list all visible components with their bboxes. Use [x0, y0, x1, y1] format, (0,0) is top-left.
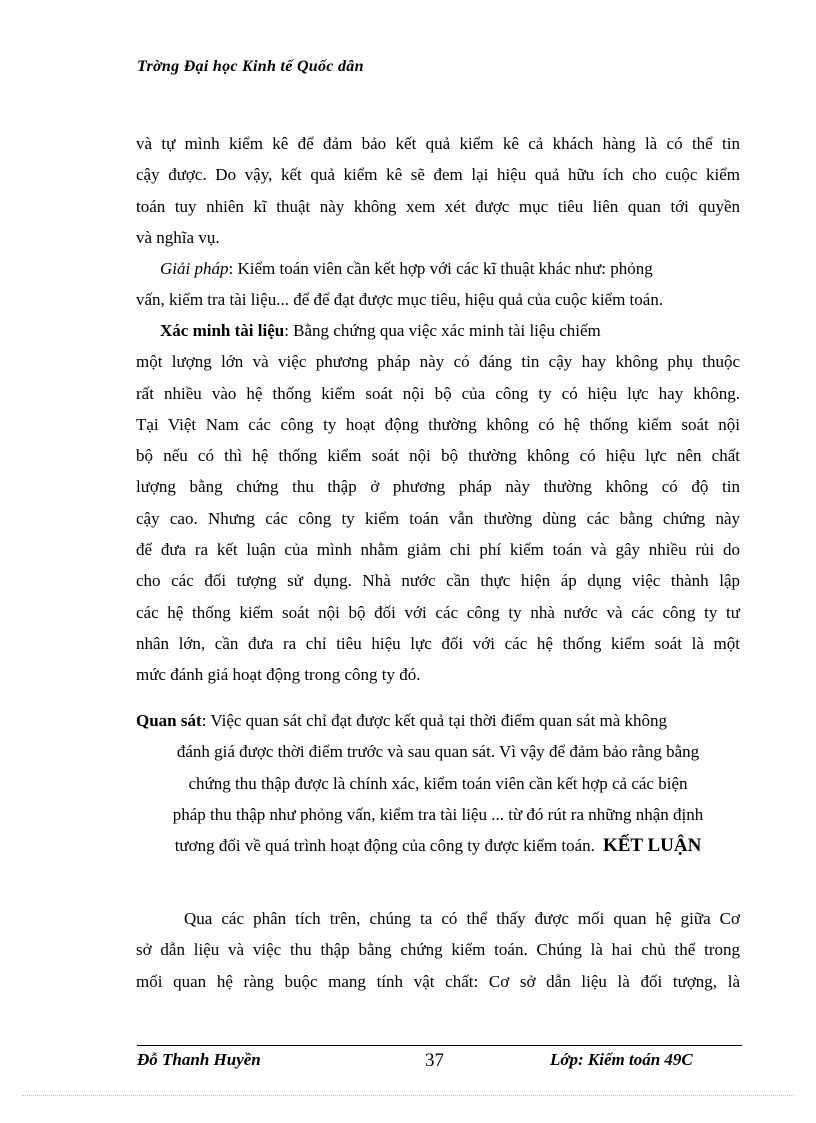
page-number: 37 [425, 1050, 444, 1071]
paragraph-inventory [136, 128, 740, 253]
text-line: vấn, kiểm tra tài liệu... để để đạt được mục tiêu, hiệu quả của cuộc kiểm toán. [136, 290, 664, 310]
verification-text: : Bằng chứng qua việc xác minh tài liệu chiếm [284, 321, 601, 340]
paragraph-observation [136, 705, 740, 861]
text-line: cho các đối tượng sử dụng. Nhà nước cần thực hiện áp dụng việc thành lập [136, 571, 740, 591]
page-boundary [22, 1095, 794, 1096]
paragraph-document-verification [136, 315, 740, 691]
text-line: và nghĩa vụ. [136, 227, 220, 247]
footer-author: Đỗ Thanh Huyền [137, 1050, 261, 1069]
text-line: và tự mình kiểm kê để đảm bảo kết quả kiểm kê cả khách hàng là có thể tin [136, 134, 740, 153]
header-title: Trờng Đại học Kinh tế Quốc dân [137, 58, 364, 75]
text-line: chứng thu thập được là chính xác, kiểm toán viên cần kết hợp cả các biện [188, 773, 688, 793]
observation-heading: Quan sát [136, 711, 202, 730]
paragraph-solution [136, 253, 740, 316]
solution-text: : Kiểm toán viên cần kết hợp với các kĩ thuật khác như: phỏng [228, 259, 653, 278]
text-line [136, 315, 740, 346]
text-line: Tại Việt Nam các công ty hoạt động thường không có hệ thống kiểm soát nội [136, 414, 740, 434]
text-line [136, 705, 740, 736]
text-line: sở dẫn liệu và việc thu thập bằng chứng kiểm toán. Chúng là hai chủ thể trong [136, 940, 740, 960]
text-line: để đưa ra kết luận của mình nhằm giảm chi phí kiểm toán và gây nhiều rủi do [136, 540, 740, 560]
solution-label: Giải pháp [160, 259, 229, 278]
text-line: toán tuy nhiên kĩ thuật này không xem xét được mục tiêu liên quan tới quyền [136, 196, 740, 216]
text-line: nhân lớn, cần đưa ra chỉ tiêu hiệu lực đối với các hệ thống kiểm soát là một [136, 633, 740, 653]
text-line: đánh giá được thời điểm trước và sau quan sát. Vì vậy để đảm bảo rằng bằng [176, 742, 700, 762]
text-line: cậy được. Do vậy, kết quả kiểm kê sẽ đem lại hiệu quả hữu ích cho cuộc kiểm [136, 165, 740, 185]
text-line: rất nhiều vào hệ thống kiểm soát nội bộ của công ty có hiệu lực hay không. [136, 383, 740, 403]
page-header [137, 58, 364, 76]
section-title-conclusion: KẾT LUẬN [602, 835, 702, 857]
paragraph-conclusion [136, 903, 740, 997]
footer-divider [137, 1045, 742, 1046]
text-line [136, 830, 740, 861]
text-line: các hệ thống kiểm soát nội bộ đối với các công ty nhà nước và các công ty tư [136, 602, 740, 622]
text-line: một lượng lớn và việc phương pháp này có đáng tin cậy hay không phụ thuộc [136, 352, 740, 372]
verification-heading: Xác minh tài liệu [160, 321, 285, 340]
text-line: Qua các phân tích trên, chúng ta có thể thấy được mối quan hệ giữa Cơ [184, 909, 740, 928]
observation-text: : Việc quan sát chỉ đạt được kết quả tại thời điểm quan sát mà không [201, 711, 668, 730]
text-line: cậy cao. Nhưng các công ty kiểm toán vẫn thường dùng các bằng chứng này [136, 508, 740, 528]
text-line: mức đánh giá hoạt động trong công ty đó. [136, 665, 421, 685]
text-line: mối quan hệ ràng buộc mang tính vật chất: Cơ sở dẫn liệu là đối tượng, là [136, 971, 740, 991]
observation-last-text: tương đối về quá trình hoạt động của công ty được kiểm toán. [174, 836, 595, 856]
text-line [136, 253, 740, 284]
footer-class: Lớp: Kiểm toán 49C [550, 1050, 693, 1069]
text-line: lượng bằng chứng thu thập ở phương pháp này thường không có độ tin [136, 477, 740, 497]
text-line: bộ nếu có thì hệ thống kiểm soát nội bộ thường không có hiệu lực nên chất [136, 446, 740, 466]
text-line: pháp thu thập như phỏng vấn, kiểm tra tài liệu ... từ đó rút ra những nhận định [172, 804, 704, 824]
